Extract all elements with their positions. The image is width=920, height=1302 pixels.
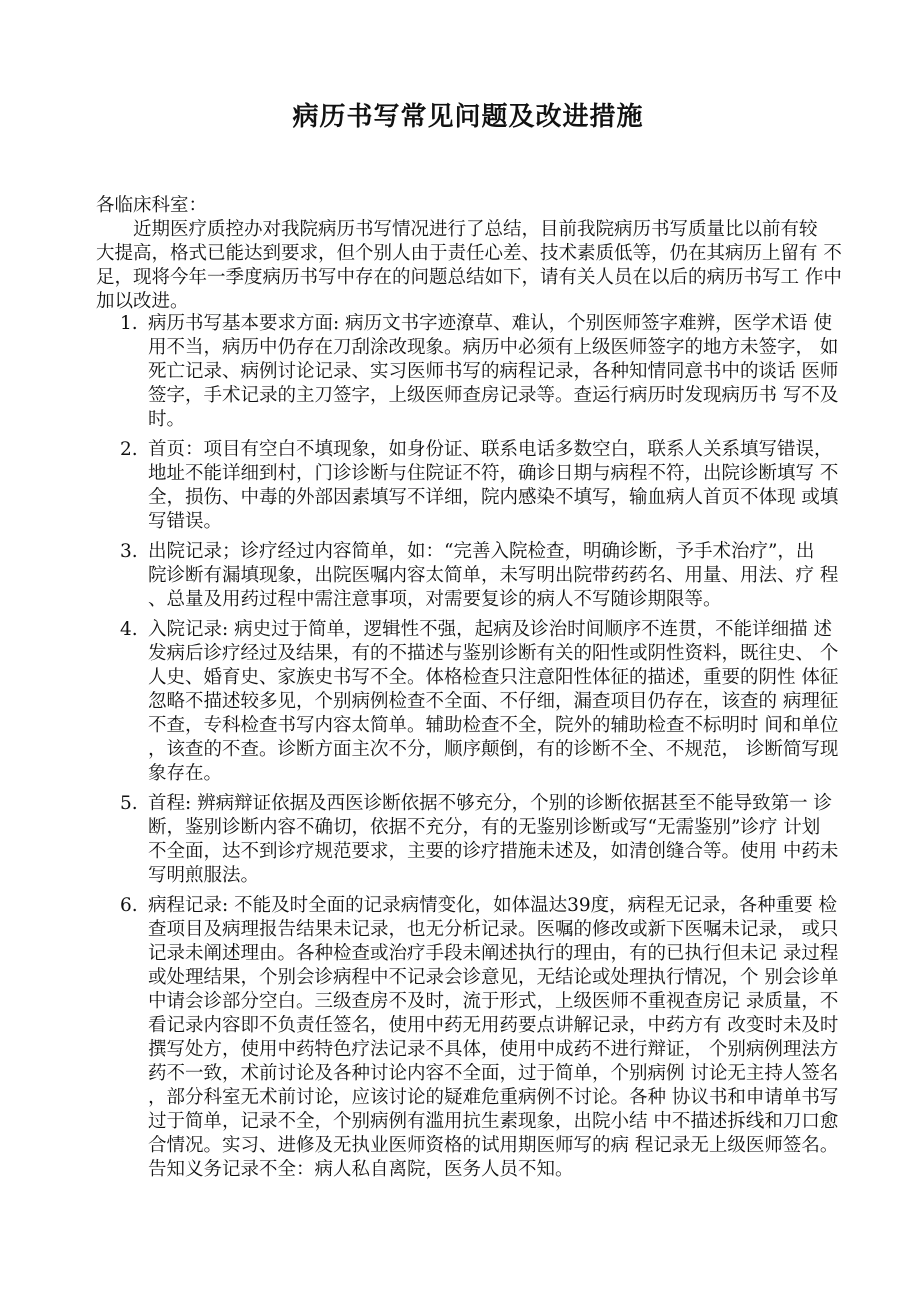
list-item xyxy=(96,540,839,612)
list-item xyxy=(96,618,839,786)
document-title: 病历书写常见问题及改进措施 xyxy=(292,102,644,132)
item-text-line: 合情况。实习、进修及无执业医师资格的试用期医师写的病 程记录无上级医师签名。 xyxy=(148,1135,839,1156)
item-number: 4. xyxy=(120,619,138,640)
intro-paragraph xyxy=(96,218,842,314)
item-number: 5. xyxy=(120,793,138,814)
list-item xyxy=(96,312,839,432)
item-text-line: 中请会诊部分空白。三级查房不及时，流于形式，上级医师不重视查房记 录质量，不 xyxy=(148,991,839,1012)
item-text-line: ，部分科室无术前讨论，应该讨论的疑难危重病例不讨论。各种 协议书和申请单书写 xyxy=(148,1087,839,1108)
item-text-line: 院诊断有漏填现象，出院医嘱内容太简单，未写明出院带药药名、用量、用法、疗 程 xyxy=(148,565,839,586)
item-text-line: 死亡记录、病例讨论记录、实习医师书写的病程记录，各种知情同意书中的谈话 医师 xyxy=(148,361,839,382)
item-number: 1. xyxy=(120,313,138,334)
item-text-line: 看记录内容即不负责任签名，使用中药无用药要点讲解记录，中药方有 改变时未及时 xyxy=(148,1015,839,1036)
item-text-line: 出院记录；诊疗经过内容简单，如：“完善入院检查，明确诊断，予手术治疗”，出 xyxy=(148,541,815,562)
item-text-line: 记录未阐述理由。各种检查或治疗手段未阐述执行的理由，有的已执行但未记 录过程 xyxy=(148,943,839,964)
item-text-line: 人史、婚育史、家族史书写不全。体格检查只注意阳性体征的描述，重要的阴性 体征 xyxy=(148,667,839,688)
item-text-line: 地址不能详细到村，门诊诊断与住院证不符，确诊日期与病程不符，出院诊断填写 不 xyxy=(148,463,839,484)
item-text-line: 查项目及病理报告结果未记录，也无分析记录。医嘱的修改或新下医嘱未记录， 或只 xyxy=(148,919,839,940)
item-text-line: 或处理结果，个别会诊病程中不记录会诊意见，无结论或处理执行情况，个 别会诊单 xyxy=(148,967,839,988)
item-text-line: 签字，手术记录的主刀签字，上级医师查房记录等。查运行病历时发现病历书 写不及 xyxy=(148,385,839,406)
list-item xyxy=(96,438,839,534)
item-number: 6. xyxy=(120,895,138,916)
item-text-line: 用不当，病历中仍存在刀刮涂改现象。病历中必须有上级医师签字的地方未签字， 如 xyxy=(148,337,839,358)
item-text-line: 告知义务记录不全：病人私自离院，医务人员不知。 xyxy=(148,1159,574,1180)
item-text-line: 象存在。 xyxy=(148,763,223,784)
item-text-line: 发病后诊疗经过及结果，有的不描述与鉴别诊断有关的阳性或阴性资料，既往史、 个 xyxy=(148,643,839,664)
item-text-line: 、总量及用药过程中需注意事项，对需要复诊的病人不写随诊期限等。 xyxy=(148,589,722,610)
intro-line: 足，现将今年一季度病历书写中存在的问题总结如下，请有关人员在以后的病历书写工 作中 xyxy=(96,267,842,288)
list-item xyxy=(96,894,839,1182)
item-text-line: 病程记录: 不能及时全面的记录病情变化，如体温达39度，病程无记录，各种重要 检 xyxy=(148,895,838,916)
item-text-line: 写错误。 xyxy=(148,511,223,532)
item-text-line: 写明煎服法。 xyxy=(148,865,260,886)
item-text-line: 不查，专科检查书写内容太简单。辅助检查不全，院外的辅助检查不标明时 间和单位 xyxy=(148,715,839,736)
item-text-line: 药不一致，术前讨论及各种讨论内容不全面，过于简单，个别病例 讨论无主持人签名 xyxy=(148,1063,839,1084)
item-text-line: 时。 xyxy=(148,409,186,430)
intro-line: 近期医疗质控办对我院病历书写情况进行了总结，目前我院病历书写质量比以前有较 xyxy=(133,219,818,240)
item-text-line: 首页：项目有空白不填现象，如身份证、联系电话多数空白，联系人关系填写错误， xyxy=(148,439,833,460)
item-text-line: 不全面，达不到诊疗规范要求，主要的诊疗措施未述及，如清创缝合等。使用 中药未 xyxy=(148,841,839,862)
item-number: 2. xyxy=(120,439,138,460)
item-text-line: 入院记录: 病史过于简单，逻辑性不强，起病及诊治时间顺序不连贯，不能详细描 述 xyxy=(148,619,832,640)
list-item xyxy=(96,792,839,888)
issue-list xyxy=(96,312,839,1188)
intro-line: 加以改进。 xyxy=(96,291,189,312)
greeting: 各临床科室： xyxy=(96,195,208,216)
item-text-line: 首程: 辨病辩证依据及西医诊断依据不够充分，个别的诊断依据甚至不能导致第一 诊 xyxy=(148,793,832,814)
item-text-line: 撰写处方，使用中药特色疗法记录不具体，使用中成药不进行辩证， 个别病例理法方 xyxy=(148,1039,839,1060)
intro-line: 大提高，格式已能达到要求，但个别人由于责任心差、技术素质低等，仍在其病历上留有 不 xyxy=(96,243,842,264)
item-text-line: ，该查的不查。诊断方面主次不分，顺序颠倒，有的诊断不全、不规范， 诊断简写现 xyxy=(148,739,839,760)
item-number: 3. xyxy=(120,541,138,562)
item-text-line: 忽略不描述较多见，个别病例检查不全面、不仔细，漏查项目仍存在，该查的 病理征 xyxy=(148,691,839,712)
item-text-line: 全，损伤、中毒的外部因素填写不详细，院内感染不填写，输血病人首页不体现 或填 xyxy=(148,487,839,508)
item-text-line: 过于简单，记录不全，个别病例有滥用抗生素现象，出院小结 中不描述拆线和刀口愈 xyxy=(148,1111,839,1132)
item-text-line: 病历书写基本要求方面: 病历文书字迹潦草、难认，个别医师签字难辨，医学术语 使 xyxy=(148,313,832,334)
item-text-line: 断，鉴别诊断内容不确切，依据不充分，有的无鉴别诊断或写“无需鉴别”诊疗 计划 xyxy=(148,817,821,838)
